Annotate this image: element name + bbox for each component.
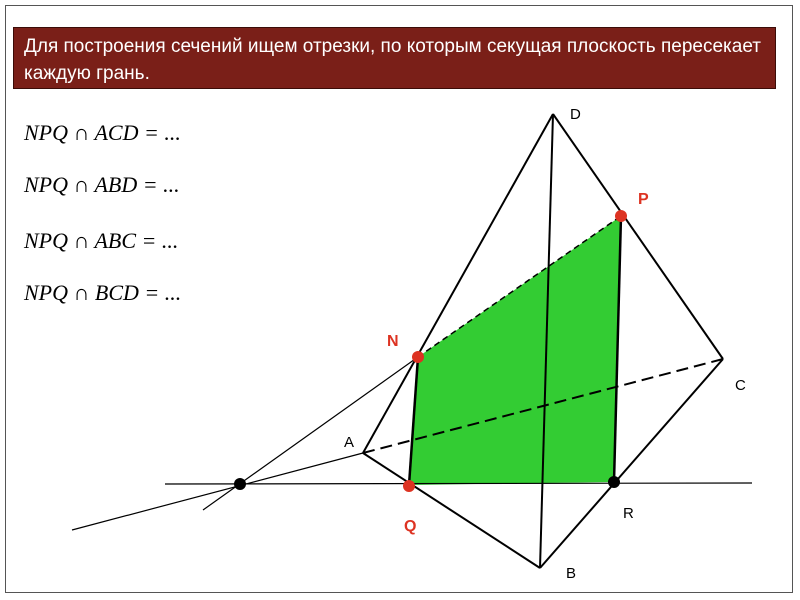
line-ca-extension	[72, 453, 363, 530]
point-n	[412, 351, 424, 363]
formula-abc: NPQ ∩ ABC = ...	[24, 228, 179, 253]
point-q	[403, 480, 415, 492]
label-q: Q	[404, 518, 417, 535]
banner-text: Для построения сечений ищем отрезки, по которым секущая плоскость пересекает каждую грань.	[24, 36, 761, 84]
label-d: D	[570, 106, 581, 123]
label-b: B	[566, 565, 577, 582]
section-polygon	[409, 216, 621, 485]
line-qr	[165, 483, 752, 484]
point-r	[608, 476, 620, 488]
formula-abd: NPQ ∩ ABD = ...	[24, 172, 180, 197]
label-c: C	[735, 377, 746, 394]
intersection-point	[234, 478, 246, 490]
formula-acd: NPQ ∩ ACD = ...	[24, 120, 181, 145]
label-n: N	[387, 333, 399, 350]
label-a: A	[344, 434, 355, 451]
formula-bcd: NPQ ∩ BCD = ...	[24, 280, 182, 305]
label-p: P	[638, 191, 649, 208]
label-r: R	[623, 505, 634, 522]
point-p	[615, 210, 627, 222]
